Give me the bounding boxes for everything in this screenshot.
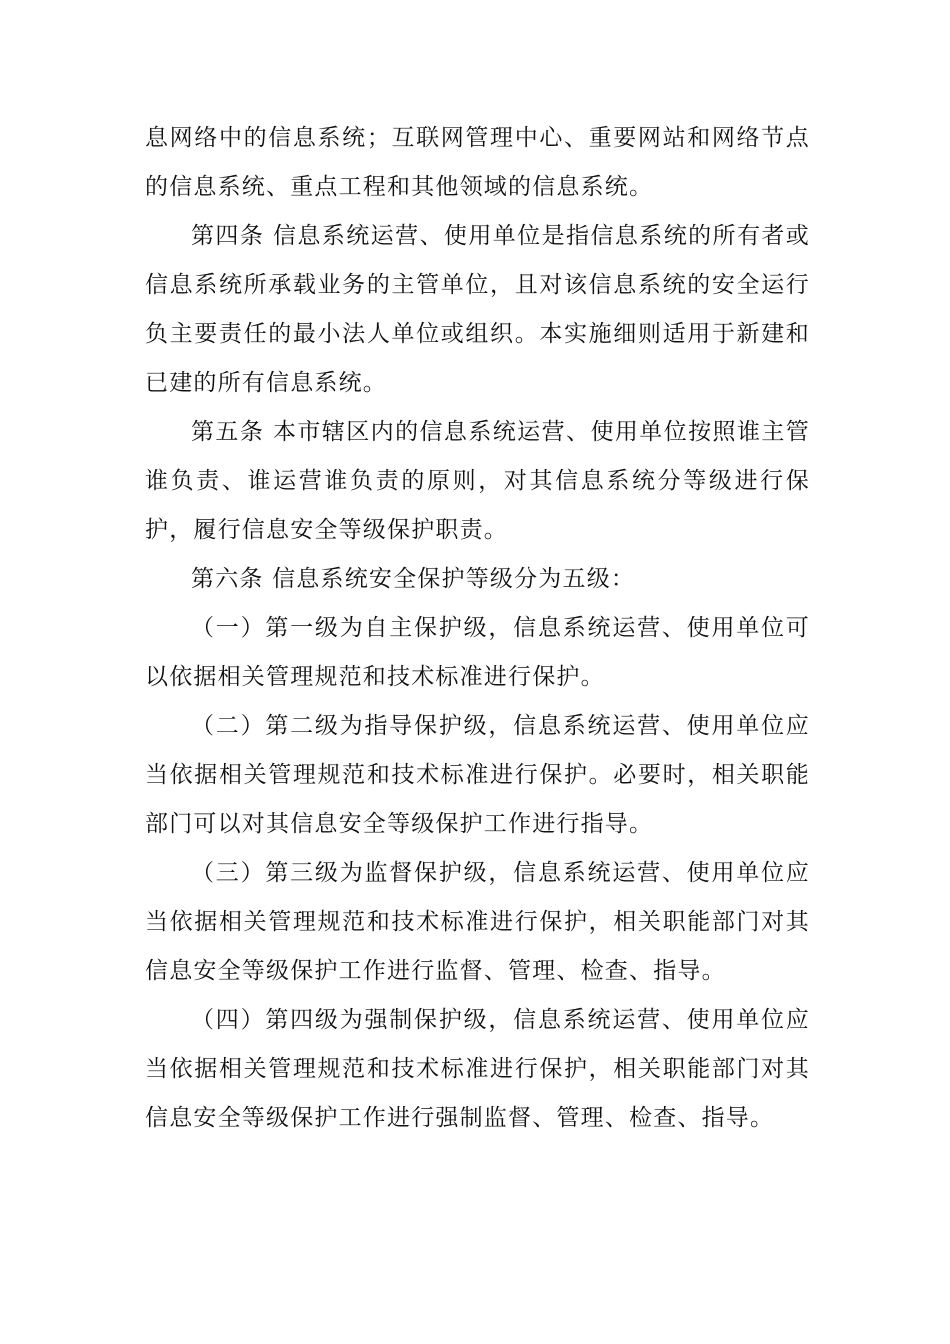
paragraph-article-4: 第四条 信息系统运营、使用单位是指信息系统的所有者或信息系统所承载业务的主管单位，且对该信息系统的安全运行负主要责任的最小法人单位或组织。本实施细则适用于新建和已建的所有信息系统。: [145, 223, 810, 396]
paragraph-continuation: 息网络中的信息系统；互联网管理中心、重要网站和网络节点的信息系统、重点工程和其他领域的信息系统。: [145, 125, 810, 200]
paragraph-level-2: （二）第二级为指导保护级，信息系统运营、使用单位应当依据相关管理规范和技术标准进行保护。必要时，相关职能部门可以对其信息安全等级保护工作进行指导。: [145, 713, 810, 837]
paragraph-level-1: （一）第一级为自主保护级，信息系统运营、使用单位可以依据相关管理规范和技术标准进行保护。: [145, 615, 810, 690]
paragraph-article-5: 第五条 本市辖区内的信息系统运营、使用单位按照谁主管谁负责、谁运营谁负责的原则，对其信息系统分等级进行保护，履行信息安全等级保护职责。: [145, 419, 810, 543]
paragraph-level-4: （四）第四级为强制保护级，信息系统运营、使用单位应当依据相关管理规范和技术标准进行保护，相关职能部门对其信息安全等级保护工作进行强制监督、管理、检查、指导。: [145, 1007, 810, 1131]
paragraph-level-3: （三）第三级为监督保护级，信息系统运营、使用单位应当依据相关管理规范和技术标准进行保护，相关职能部门对其信息安全等级保护工作进行监督、管理、检查、指导。: [145, 860, 810, 984]
document-body: [145, 114, 810, 1143]
paragraph-article-6: 第六条 信息系统安全保护等级分为五级：: [191, 566, 636, 592]
